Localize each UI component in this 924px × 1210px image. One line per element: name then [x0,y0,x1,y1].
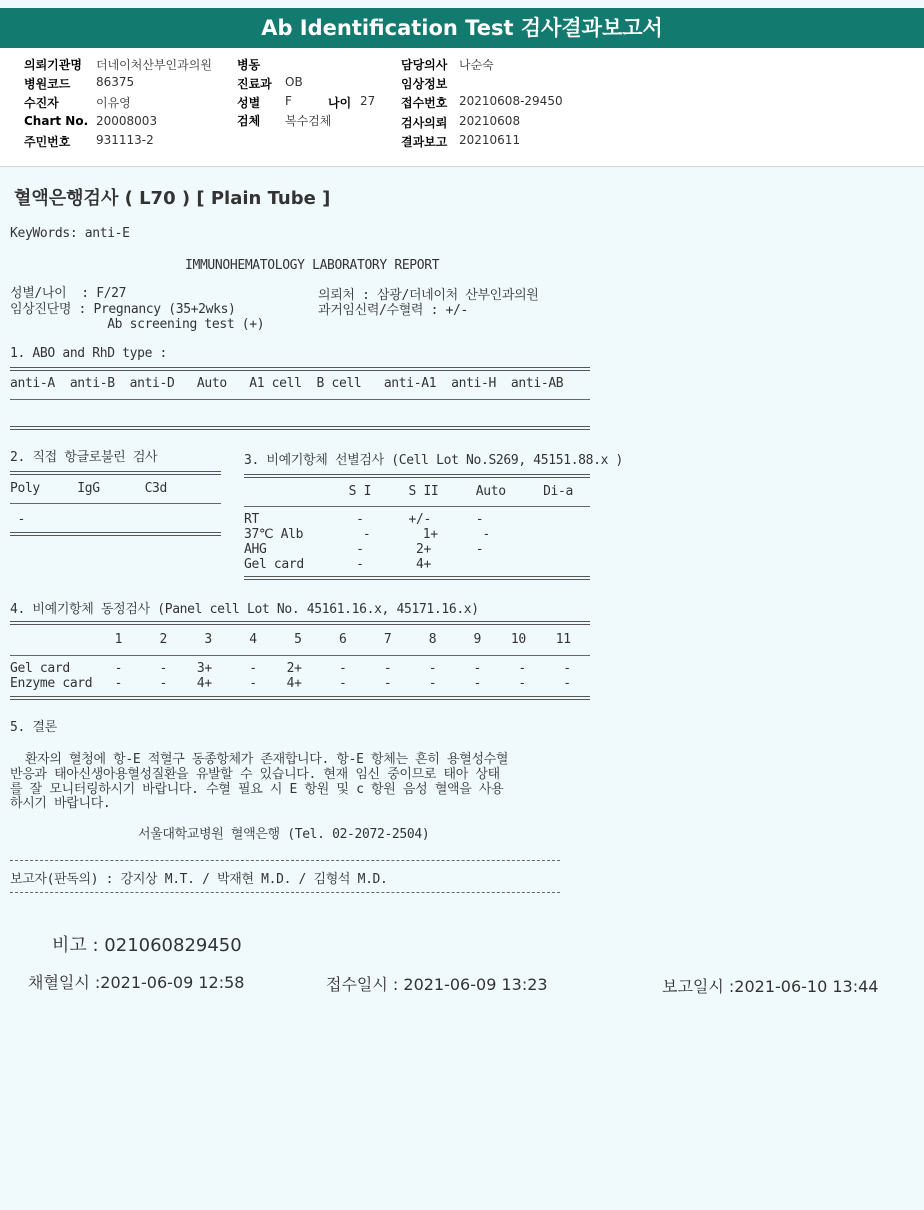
sex-age: 성별/나이 : F/27 [10,286,127,301]
chart-value: 20008003 [96,114,158,128]
lab-report-title: IMMUNOHEMATOLOGY LABORATORY REPORT [185,258,440,273]
clinical-label: 임상정보 [401,77,448,91]
panel-row-gel: Gel card - - 3+ - 2+ - - - - - - [10,661,571,676]
divider [10,532,221,536]
divider [244,506,590,507]
lab-name: 서울대학교병원 혈액은행 (Tel. 02-2072-2504) [138,827,430,842]
keywords: KeyWords: anti-E [10,226,130,241]
divider [10,892,560,893]
divider [10,860,560,861]
patient-info-panel [0,48,924,167]
recipient-value: 이유영 [96,96,131,110]
divider [10,399,590,400]
dept-label: 진료과 [237,77,272,91]
age-label: 나이 [328,96,352,110]
hospital-code-value: 86375 [96,75,135,89]
divider [244,474,590,478]
institution-value: 더네이처산부인과의원 [96,58,212,72]
section-3-title: 3. 비예기항체 선별검사 (Cell Lot No.S269, 45151.88.x ) [244,453,624,468]
screening-row-ahg: AHG - 2+ - [244,542,484,557]
report-date-label: 결과보고 [401,135,448,149]
diagnosis-line-2: Ab screening test (+) [10,317,265,332]
divider [10,367,590,371]
sex-value: F [285,94,292,108]
section-2-title: 2. 직접 항글로불린 검사 [10,450,158,465]
divider [10,503,221,504]
diagnosis-line-1: 임상진단명 : Pregnancy (35+2wks) [10,302,236,317]
divider [10,621,590,625]
section-5-title: 5. 결론 [10,720,57,735]
collected-datetime: 채혈일시 :2021-06-09 12:58 [28,973,245,992]
doctor-value: 나순숙 [459,58,494,72]
rrn-value: 931113-2 [96,133,154,147]
received-datetime: 접수일시 : 2021-06-09 13:23 [326,975,548,994]
pregnancy-transfusion-history: 과거임신력/수혈력 : +/- [318,303,469,318]
receipt-label: 접수번호 [401,96,448,110]
divider [10,426,590,430]
divider [10,471,221,475]
conclusion-line-1: 환자의 혈청에 항-E 적혈구 동종항체가 존재합니다. 항-E 항체는 흔히 용혈성수혈 [10,752,509,767]
recipient-label: 수진자 [24,96,59,110]
specimen-label: 검체 [237,114,261,128]
request-label: 검사의뢰 [401,116,448,130]
panel-header: 1 2 3 4 5 6 7 8 9 10 11 [10,632,571,647]
screening-row-gel: Gel card - 4+ [244,557,431,572]
receipt-value: 20210608-29450 [459,94,563,108]
sex-label: 성별 [237,96,261,110]
conclusion-line-2: 반응과 태아신생아용혈성질환을 유발할 수 있습니다. 현재 임신 중이므로 태아 상태 [10,767,500,782]
hospital-code-label: 병원코드 [24,77,71,91]
dat-values: - [10,512,25,527]
screening-header: S I S II Auto Di-a [244,484,573,499]
divider [244,576,590,580]
report-title: Ab Identification Test 검사결과보고서 [0,8,924,48]
institution-label: 의뢰기관명 [24,58,82,72]
test-title: 혈액은행검사 ( L70 ) [ Plain Tube ] [14,188,331,209]
section-4-title: 4. 비예기항체 동정검사 (Panel cell Lot No. 45161.16.x, 45171.16.x) [10,602,479,617]
divider [10,696,590,700]
remark: 비고 : 021060829450 [52,935,242,956]
panel-row-enzyme: Enzyme card - - 4+ - 4+ - - - - - - [10,676,571,691]
divider [10,655,590,656]
age-value: 27 [360,94,376,108]
referrer: 의뢰처 : 삼광/더네이처 산부인과의원 [318,288,539,303]
specimen-value: 복수검체 [285,114,332,128]
conclusion-line-3: 를 잘 모니터링하시기 바랍니다. 수혈 필요 시 E 항원 및 c 항원 음성 혈액을 사용 [10,782,504,797]
doctor-label: 담당의사 [401,58,448,72]
screening-row-alb: 37℃ Alb - 1+ - [244,527,491,542]
abo-header: anti-A anti-B anti-D Auto A1 cell B cell anti-A1 anti-H anti-AB [10,376,564,391]
rrn-label: 주민번호 [24,135,71,149]
ward-label: 병동 [237,58,261,72]
reporter: 보고자(판독의) : 강지상 M.T. / 박재현 M.D. / 김형석 M.D. [10,872,388,887]
chart-label: Chart No. [24,114,89,128]
conclusion-line-4: 하시기 바랍니다. [10,796,111,811]
dept-value: OB [285,75,303,89]
dat-header: Poly IgG C3d [10,481,168,496]
request-value: 20210608 [459,114,521,128]
report-date-value: 20210611 [459,133,521,147]
screening-row-rt: RT - +/- - [244,512,484,527]
section-1-title: 1. ABO and RhD type : [10,346,168,361]
reported-datetime: 보고일시 :2021-06-10 13:44 [662,977,879,996]
